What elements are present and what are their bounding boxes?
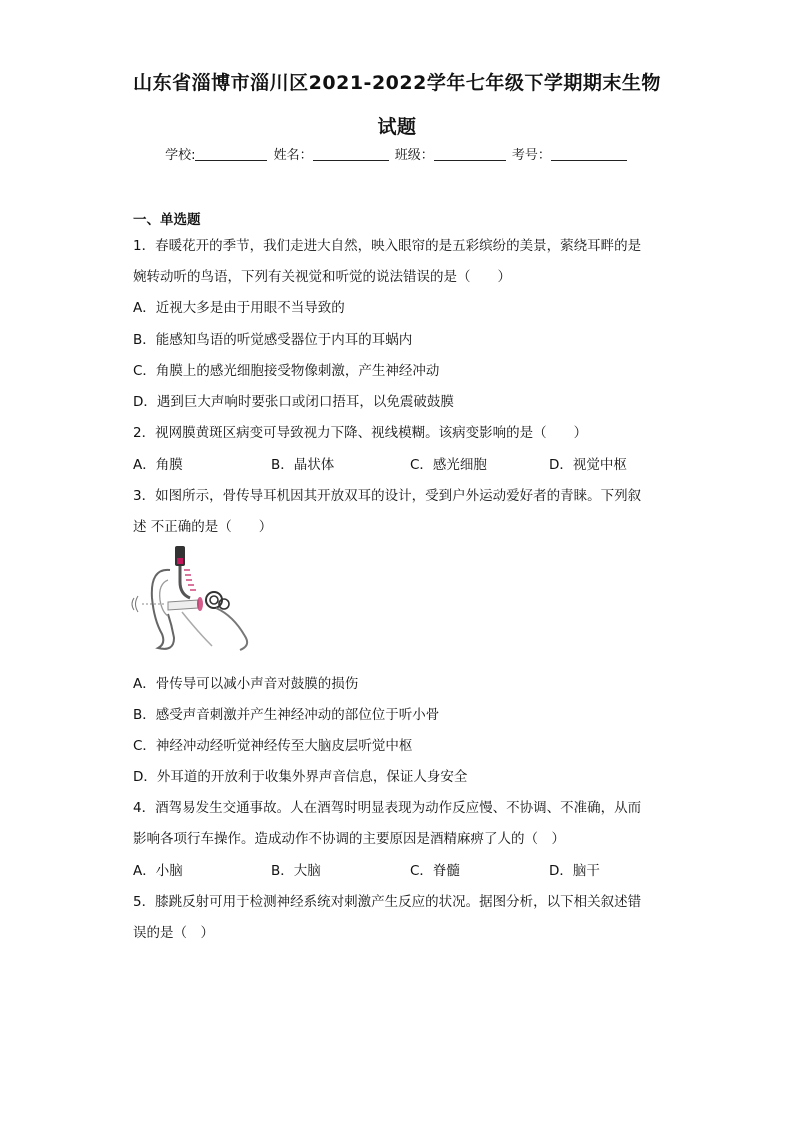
q2-option-b: B．晶状体 <box>271 457 335 473</box>
name-label: 姓名： <box>273 148 313 163</box>
cochlea-inner <box>210 596 218 604</box>
ear-canal <box>168 600 198 610</box>
school-blank[interactable] <box>195 146 267 161</box>
head-contour <box>182 612 212 646</box>
q3-option-b: B．感受声音刺激并产生神经冲动的部位位于听小骨 <box>133 707 440 723</box>
bone-conduction-ear-figure <box>128 542 268 654</box>
exam-number-label: 考号： <box>511 148 551 163</box>
q1-option-d: D．遇到巨大声响时要张口或闭口捂耳，以免震破鼓膜 <box>133 394 454 410</box>
ear-inner-fold <box>160 580 168 616</box>
q4-options <box>133 859 653 879</box>
vibration-waves <box>184 570 196 590</box>
q3-option-a: A．骨传导可以减小声音对鼓膜的损伤 <box>133 676 359 692</box>
q4-stem-line1: 4．酒驾易发生交通事故。人在酒驾时明显表现为动作反应慢、不协调、不准确，从而 <box>133 800 642 816</box>
q2-option-d: D．视觉中枢 <box>549 457 627 473</box>
q3-option-d: D．外耳道的开放利于收集外界声音信息，保证人身安全 <box>133 769 468 785</box>
class-blank[interactable] <box>434 146 506 161</box>
q1-option-b: B．能感知鸟语的听觉感受器位于内耳的耳蜗内 <box>133 332 413 348</box>
exam-number-blank[interactable] <box>551 146 627 161</box>
q4-stem-line2: 影响各项行车操作。造成动作不协调的主要原因是酒精麻痹了人的（ ） <box>133 831 565 847</box>
student-info-row <box>0 144 794 163</box>
q4-option-a: A．小脑 <box>133 863 183 879</box>
sound-waves <box>132 596 138 612</box>
class-label: 班级： <box>394 148 434 163</box>
q2-option-c: C．感光细胞 <box>410 457 487 473</box>
q3-stem-line1: 3．如图所示，骨传导耳机因其开放双耳的设计，受到户外运动爱好者的青睐。下列叙 <box>133 488 642 504</box>
q1-option-c: C．角膜上的感光细胞接受物像刺激，产生神经冲动 <box>133 363 440 379</box>
q2-stem: 2．视网膜黄斑区病变可导致视力下降、视线模糊。该病变影响的是（ ） <box>133 425 588 441</box>
school-label: 学校: <box>165 148 196 163</box>
q4-option-b: B．大脑 <box>271 863 321 879</box>
headphone-transducer <box>177 558 183 564</box>
q1-stem-line2: 婉转动听的鸟语，下列有关视觉和听觉的说法错误的是（ ） <box>133 269 511 285</box>
section-heading: 一、单选题 <box>133 212 201 228</box>
q2-option-a: A．角膜 <box>133 457 183 473</box>
q1-stem-line1: 1．春暖花开的季节，我们走进大自然，映入眼帘的是五彩缤纷的美景，萦绕耳畔的是 <box>133 238 642 254</box>
q4-option-c: C．脊髓 <box>410 863 460 879</box>
page-title-line2: 试题 <box>377 116 417 138</box>
auditory-nerve <box>216 608 247 650</box>
q3-option-c: C．神经冲动经听觉神经传至大脑皮层听觉中枢 <box>133 738 413 754</box>
q4-option-d: D．脑干 <box>549 863 600 879</box>
page-title-line1: 山东省淄博市淄川区2021-2022学年七年级下学期期末生物 <box>133 72 661 94</box>
q3-stem-line2: 述 不正确的是（ ） <box>133 519 273 535</box>
q5-stem-line2: 误的是（ ） <box>133 925 214 941</box>
name-blank[interactable] <box>313 146 389 161</box>
q1-option-a: A．近视大多是由于用眼不当导致的 <box>133 300 345 316</box>
eardrum <box>197 597 203 611</box>
q2-options <box>133 453 653 473</box>
q5-stem-line1: 5．膝跳反射可用于检测神经系统对刺激产生反应的状况。据图分析，以下相关叙述错 <box>133 894 642 910</box>
